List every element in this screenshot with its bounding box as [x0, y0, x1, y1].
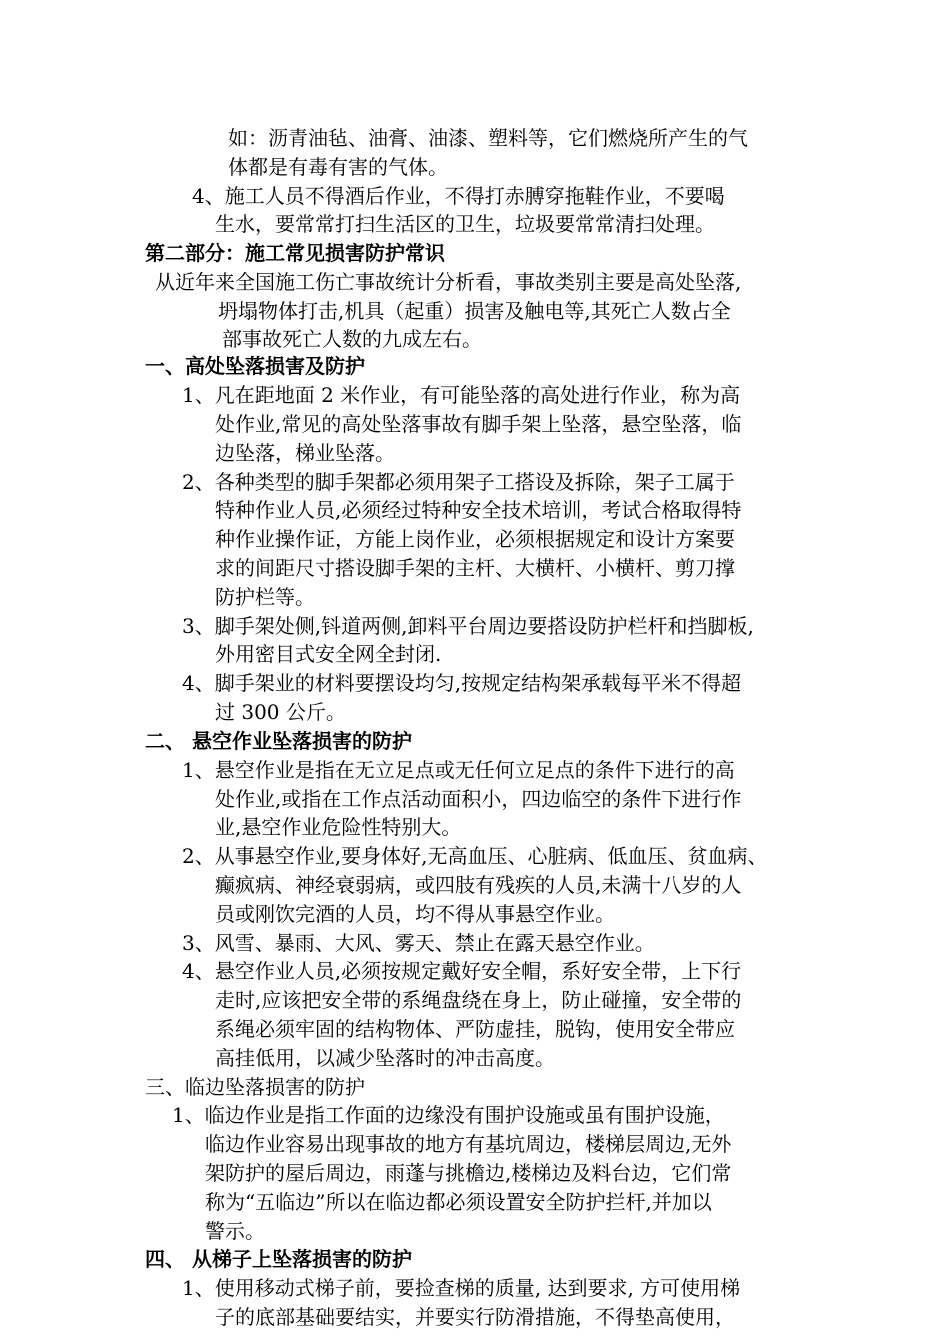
s1-item-1: 1、凡在距地面 2 米作业，有可能坠落的高处进行作业，称为高 [182, 383, 741, 408]
s1-item-2-cont: 种作业操作证，方能上岗作业，必须根据规定和设计方案要 [215, 527, 735, 552]
intro-line: 体都是有毒有害的气体。 [228, 154, 448, 179]
s2-item-2-cont: 癫疯病、神经衰弱病，或四肢有残疾的人员,未满十八岁的人 [215, 872, 742, 897]
s4-item-1-cont: 子的底部基础要结实，并要实行防滑措施，不得垫高使用， [215, 1305, 735, 1329]
s1-item-3-cont: 外用密目式安全网全封闭. [215, 642, 442, 667]
s2-item-2: 2、从事悬空作业,要身体好,无高血压、心脏病、低血压、贫血病、 [182, 844, 768, 869]
part2-paragraph: 从近年来全国施工伤亡事故统计分析看，事故类别主要是高处坠落, [155, 270, 742, 295]
s2-item-4-cont: 高挂低用，以减少坠落时的冲击高度。 [215, 1045, 555, 1070]
s2-item-4-cont: 系绳必须牢固的结构物体、严防虚挂，脱钩，使用安全带应 [215, 1016, 735, 1041]
s2-item-4-cont: 走时,应该把安全带的系绳盘绕在身上，防止碰撞，安全带的 [215, 988, 742, 1013]
s1-item-3: 3、脚手架处侧,钭道两侧,卸料平台周边要搭设防护栏杆和挡脚板, [182, 613, 754, 638]
s2-item-4: 4、悬空作业人员,必须按规定戴好安全帽，系好安全带，上下行 [182, 959, 742, 984]
s1-item-2-cont: 特种作业人员,必须经过特种安全技术培训，考试合格取得特 [215, 498, 742, 523]
part2-paragraph: 部事故死亡人数的九成左右。 [222, 326, 482, 351]
s2-item-1: 1、悬空作业是指在无立足点或无任何立足点的条件下进行的高 [182, 757, 735, 782]
section-3-heading: 三、临边坠落损害的防护 [145, 1074, 365, 1099]
s4-item-1: 1、使用移动式梯子前，要捡查梯的质量, 达到要求, 方可使用梯 [182, 1276, 741, 1301]
s3-item-1-cont: 临边作业容易出现事故的地方有基坑周边，楼梯层周边,无外 [205, 1132, 732, 1157]
s3-item-1: 1、临边作业是指工作面的边缘没有围护设施或虽有围护设施， [172, 1103, 725, 1128]
section-2-heading: 二、 悬空作业坠落损害的防护 [145, 728, 412, 753]
s3-item-1-cont: 称为“五临边”所以在临边都必须设置安全防护拦杆,并加以 [205, 1189, 712, 1214]
intro-item-4-cont: 生水，要常常打扫生活区的卫生，垃圾要常常清扫处理。 [215, 212, 715, 237]
s1-item-2-cont: 求的间距尺寸搭设脚手架的主杆、大横杆、小横杆、剪刀撑 [215, 556, 735, 581]
s1-item-1-cont: 处作业,常见的高处坠落事故有脚手架上坠落，悬空坠落，临 [215, 412, 742, 437]
s2-item-1-cont: 处作业,或指在工作点活动面积小，四边临空的条件下进行作 [215, 786, 742, 811]
part2-heading: 第二部分：施工常见损害防护常识 [145, 241, 445, 266]
s2-item-1-cont: 业,悬空作业危险性特别大。 [215, 815, 462, 840]
s1-item-2-cont: 防护栏等。 [215, 584, 315, 609]
section-1-heading: 一、高处坠落损害及防护 [145, 354, 365, 379]
s2-item-3: 3、风雪、暴雨、大风、雾天、禁止在露天悬空作业。 [182, 930, 655, 955]
s1-item-2: 2、各种类型的脚手架都必须用架子工搭设及拆除，架子工属于 [182, 469, 735, 494]
s2-item-2-cont: 员或刚饮完酒的人员，均不得从事悬空作业。 [215, 901, 615, 926]
part2-paragraph: 坍塌物体打击,机具（起重）损害及触电等,其死亡人数占全 [218, 298, 731, 323]
intro-line: 如：沥青油毡、油膏、油漆、塑料等，它们燃烧所产生的气 [228, 126, 748, 150]
s3-item-1-cont: 架防护的屋后周边，雨蓬与挑檐边,楼梯边及料台边，它们常 [205, 1160, 732, 1185]
s1-item-4-cont: 过 300 公斤。 [215, 700, 346, 725]
s3-item-1-cont: 警示。 [205, 1218, 265, 1243]
intro-item-4: 4、施工人员不得酒后作业，不得打赤膊穿拖鞋作业，不要喝 [192, 183, 725, 208]
s1-item-1-cont: 边坠落，梯业坠落。 [215, 440, 395, 465]
s1-item-4: 4、脚手架业的材料要摆设均匀,按规定结构架承载每平米不得超 [182, 671, 742, 696]
section-4-heading: 四、 从梯子上坠落损害的防护 [145, 1247, 412, 1272]
